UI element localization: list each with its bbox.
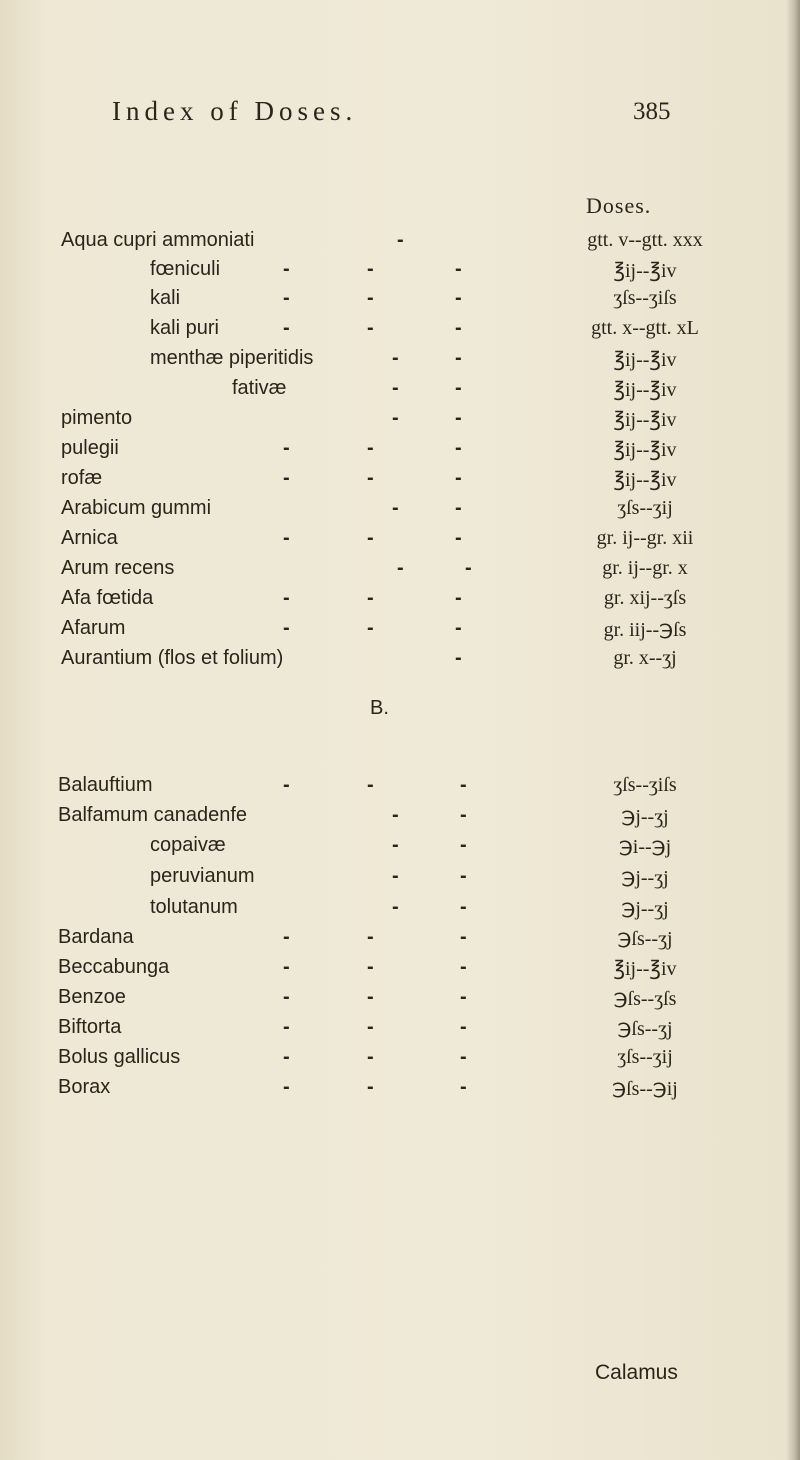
entry-dose: ℥ij--℥iv xyxy=(613,469,677,491)
entry-name: Arabicum gummi xyxy=(61,497,212,519)
dash-leader: - xyxy=(392,865,399,887)
dash-leader: - xyxy=(460,774,467,796)
dash-leader: - xyxy=(392,497,399,519)
list-item xyxy=(0,467,800,497)
entry-dose: ℥ij--℥iv xyxy=(613,379,677,401)
entry-name: tolutanum xyxy=(150,896,238,918)
entry-name: Aqua cupri ammoniati xyxy=(61,229,255,251)
list-item xyxy=(0,557,800,587)
dash-leader: - xyxy=(455,647,462,669)
entry-dose: ℈j--ʒj xyxy=(621,898,669,920)
entry-name: Benzoe xyxy=(58,986,126,1008)
dash-leader: - xyxy=(283,1016,290,1038)
entry-name: kali xyxy=(150,287,181,309)
dash-leader: - xyxy=(455,617,462,639)
dash-leader: - xyxy=(465,557,472,579)
dash-leader: - xyxy=(455,407,462,429)
list-item xyxy=(0,617,800,647)
dash-leader: - xyxy=(367,986,374,1008)
dash-leader: - xyxy=(283,258,290,280)
list-item xyxy=(0,986,800,1016)
entry-dose: ℈j--ʒj xyxy=(621,867,669,889)
entry-dose: gr. iij--℈ſs xyxy=(603,619,687,641)
entry-dose: gr. xij--ʒſs xyxy=(603,587,687,609)
doses-column-header: Doses. xyxy=(586,193,652,218)
dash-leader: - xyxy=(460,986,467,1008)
list-item xyxy=(0,347,800,377)
dash-leader: - xyxy=(367,287,374,309)
entry-dose: gr. ij--gr. x xyxy=(602,557,688,579)
entry-name: kali puri xyxy=(150,317,219,339)
dash-leader: - xyxy=(367,1046,374,1068)
dash-leader: - xyxy=(367,617,374,639)
dash-leader: - xyxy=(392,834,399,856)
dash-leader: - xyxy=(392,804,399,826)
entry-name: Arum recens xyxy=(61,557,175,579)
dash-leader: - xyxy=(283,587,290,609)
dash-leader: - xyxy=(392,377,399,399)
dash-leader: - xyxy=(367,467,374,489)
dash-leader: - xyxy=(455,347,462,369)
list-item xyxy=(0,317,800,347)
entry-dose: ℈ſs--ʒj xyxy=(617,1018,673,1040)
entry-name: Balauftium xyxy=(58,774,153,796)
entry-dose: ℈ſs--ʒj xyxy=(617,928,673,950)
list-item xyxy=(0,865,800,895)
list-item xyxy=(0,804,800,834)
list-item xyxy=(0,1046,800,1076)
dash-leader: - xyxy=(283,617,290,639)
entry-name: peruvianum xyxy=(150,865,255,887)
dash-leader: - xyxy=(283,774,290,796)
entry-name: pimento xyxy=(61,407,133,429)
dash-leader: - xyxy=(367,774,374,796)
catchword: Calamus xyxy=(595,1361,678,1384)
entry-dose: ℈j--ʒj xyxy=(621,806,669,828)
list-item xyxy=(0,1016,800,1046)
dash-leader: - xyxy=(283,287,290,309)
dash-leader: - xyxy=(460,956,467,978)
dash-leader: - xyxy=(460,804,467,826)
dash-leader: - xyxy=(283,1046,290,1068)
dash-leader: - xyxy=(283,527,290,549)
dash-leader: - xyxy=(460,926,467,948)
dash-leader: - xyxy=(392,896,399,918)
list-item xyxy=(0,287,800,317)
page-edge-shadow xyxy=(786,0,800,1460)
entry-name: fœniculi xyxy=(150,258,221,280)
dash-leader: - xyxy=(460,1076,467,1098)
dash-leader: - xyxy=(367,926,374,948)
dash-leader: - xyxy=(460,865,467,887)
list-item xyxy=(0,834,800,864)
entry-name: fativæ xyxy=(232,377,287,399)
dash-leader: - xyxy=(455,258,462,280)
dash-leader: - xyxy=(367,258,374,280)
dash-leader: - xyxy=(283,317,290,339)
dash-leader: - xyxy=(367,437,374,459)
dash-leader: - xyxy=(283,986,290,1008)
entry-name: Bardana xyxy=(58,926,134,948)
entry-name: Aurantium (flos et folium) xyxy=(61,647,284,669)
entry-dose: gr. x--ʒj xyxy=(613,647,677,669)
dash-leader: - xyxy=(283,926,290,948)
entry-name: Bolus gallicus xyxy=(58,1046,181,1068)
section-b-heading: B. xyxy=(370,697,389,719)
dash-leader: - xyxy=(283,467,290,489)
entry-dose: ℈ſs--℈ij xyxy=(612,1078,678,1100)
entry-name: Borax xyxy=(58,1076,111,1098)
list-item xyxy=(0,258,800,288)
dash-leader: - xyxy=(460,834,467,856)
entry-dose: ℥ij--℥iv xyxy=(613,349,677,371)
entry-dose: ʒſs--ʒij xyxy=(617,1046,673,1068)
dash-leader: - xyxy=(455,497,462,519)
list-item xyxy=(0,896,800,926)
dash-leader: - xyxy=(367,1076,374,1098)
entry-dose: ℥ij--℥iv xyxy=(613,958,677,980)
list-item xyxy=(0,437,800,467)
dash-leader: - xyxy=(397,557,404,579)
entry-name: Afarum xyxy=(61,617,126,639)
entry-name: Arnica xyxy=(61,527,118,549)
dash-leader: - xyxy=(283,956,290,978)
dash-leader: - xyxy=(455,377,462,399)
list-item xyxy=(0,956,800,986)
entry-name: menthæ piperitidis xyxy=(150,347,314,369)
list-item xyxy=(0,229,800,259)
entry-dose: ʒſs--ʒij xyxy=(617,497,673,519)
entry-dose: ʒſs--ʒiſs xyxy=(613,287,677,309)
dash-leader: - xyxy=(367,956,374,978)
dash-leader: - xyxy=(397,229,404,251)
dash-leader: - xyxy=(460,1046,467,1068)
entry-name: Biftorta xyxy=(58,1016,122,1038)
entry-dose: gr. ij--gr. xii xyxy=(596,527,694,549)
dash-leader: - xyxy=(455,527,462,549)
page-number: 385 xyxy=(633,98,671,125)
list-item xyxy=(0,587,800,617)
dash-leader: - xyxy=(455,587,462,609)
entry-name: pulegii xyxy=(61,437,119,459)
list-item xyxy=(0,647,800,677)
entry-dose: gtt. v--gtt. xxx xyxy=(587,229,703,251)
list-item xyxy=(0,407,800,437)
dash-leader: - xyxy=(455,317,462,339)
list-item xyxy=(0,497,800,527)
entry-dose: gtt. x--gtt. xL xyxy=(591,317,699,339)
entry-dose: ℥ij--℥iv xyxy=(613,409,677,431)
dash-leader: - xyxy=(392,407,399,429)
entry-dose: ℥ij--℥iv xyxy=(613,439,677,461)
entry-name: Beccabunga xyxy=(58,956,170,978)
dash-leader: - xyxy=(455,287,462,309)
entry-dose: ℈i--℈j xyxy=(618,836,672,858)
dash-leader: - xyxy=(460,896,467,918)
dash-leader: - xyxy=(460,1016,467,1038)
entry-name: Balfamum canadenfe xyxy=(58,804,248,826)
dash-leader: - xyxy=(367,587,374,609)
entry-name: Afa fœtida xyxy=(61,587,154,609)
list-item xyxy=(0,527,800,557)
entry-dose: ℈ſs--ʒſs xyxy=(613,988,677,1010)
dash-leader: - xyxy=(455,437,462,459)
entry-name: copaivæ xyxy=(150,834,226,856)
list-item xyxy=(0,774,800,804)
dash-leader: - xyxy=(367,317,374,339)
list-item xyxy=(0,377,800,407)
entry-dose: ℥ij--℥iv xyxy=(613,260,677,282)
entry-dose: ʒſs--ʒiſs xyxy=(613,774,677,796)
dash-leader: - xyxy=(455,467,462,489)
dash-leader: - xyxy=(392,347,399,369)
running-title: Index of Doses. xyxy=(112,96,358,126)
dash-leader: - xyxy=(283,437,290,459)
dash-leader: - xyxy=(367,1016,374,1038)
dash-leader: - xyxy=(283,1076,290,1098)
entry-name: rofæ xyxy=(61,467,103,489)
list-item xyxy=(0,1076,800,1106)
dash-leader: - xyxy=(367,527,374,549)
list-item xyxy=(0,926,800,956)
